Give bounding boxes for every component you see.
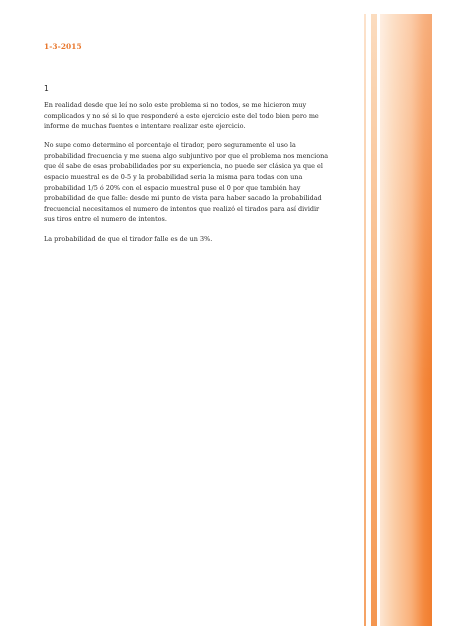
document-date: 1-3-2015 (44, 42, 82, 51)
document-body (44, 100, 344, 253)
paragraph: No supe como determino el porcentaje el tirador, pero seguramente el uso la probabilidad frecuencia y me suena algo subjuntivo por que el problema nos menciona que él sabe de esas probabilidades por su experiencia, no puede ser clásica ya que el espacio muestral es de 0-5 y la probabilidad seria la misma para todas con una probabilidad 1/5 ó 20% con el espacio muestral puse el 0 por que también hay probabilidad de que falle: desde mi punto de vista para haber sacado la probabilidad frecuencial necesitamos el numero de intentos que realizó el tirados para así dividir sus tiros entre el numero de intentos. (44, 141, 329, 224)
paragraph: La probabilidad de que el tirador falle es de un 3%. (44, 234, 213, 243)
decorative-bar-medium (371, 14, 377, 626)
decorative-bar-thin (364, 14, 366, 626)
section-number: 1 (44, 84, 49, 93)
paragraph: En realidad desde que leí no solo este problema si no todos, se me hicieron muy complicados y no sé si lo que responderé a este ejercicio este del todo bien pero me informe de muchas fuentes e intentare realizar este ejercicio. (44, 101, 319, 131)
decorative-bar-wide-shade (380, 14, 432, 626)
